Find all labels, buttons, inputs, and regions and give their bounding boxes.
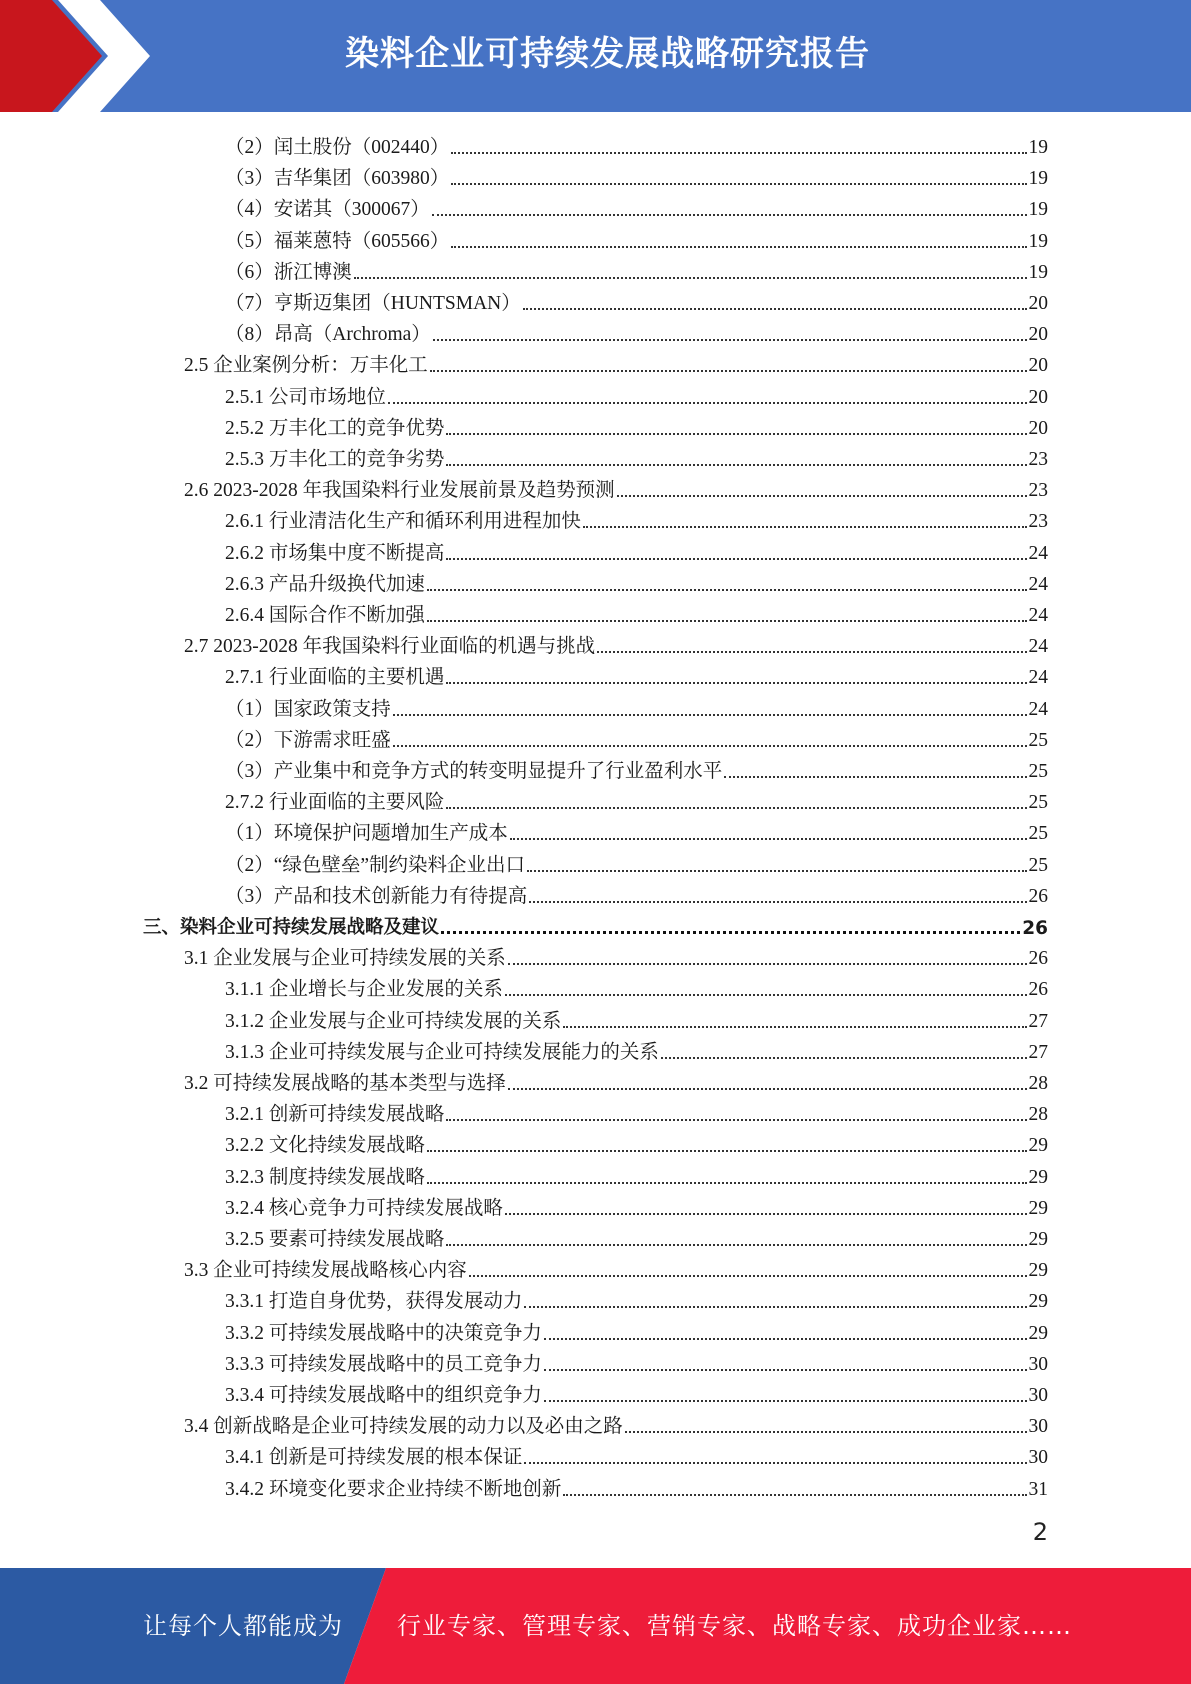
toc-entry[interactable] xyxy=(225,128,1048,159)
toc-entry-label: 3.2.2 文化持续发展战略 xyxy=(225,1135,425,1157)
toc-entry-label: （8）昂高（Archroma） xyxy=(225,324,431,346)
toc-entry[interactable] xyxy=(225,1126,1048,1157)
toc-entry[interactable] xyxy=(225,658,1048,689)
toc-dot-leader xyxy=(388,402,1027,404)
toc-entry-page: 29 xyxy=(1028,1197,1048,1219)
toc-entry-page: 20 xyxy=(1028,355,1048,377)
toc-entry-label: 3.4 创新战略是企业可持续发展的动力以及必由之路 xyxy=(184,1416,623,1438)
toc-entry-page: 20 xyxy=(1028,417,1048,439)
toc-entry[interactable] xyxy=(225,1189,1048,1220)
toc-entry[interactable] xyxy=(225,783,1048,814)
toc-dot-leader xyxy=(508,1088,1027,1090)
toc-entry[interactable] xyxy=(225,1158,1048,1189)
toc-dot-leader xyxy=(446,464,1026,466)
toc-entry-label: 2.5.3 万丰化工的竞争劣势 xyxy=(225,449,445,470)
toc-entry-page: 30 xyxy=(1028,1353,1048,1375)
toc-dot-leader xyxy=(508,963,1027,965)
toc-entry[interactable] xyxy=(225,378,1048,409)
toc-entry[interactable] xyxy=(225,1282,1048,1313)
toc-entry-label: （3）吉华集团（603980） xyxy=(225,168,450,190)
toc-entry[interactable] xyxy=(225,1438,1048,1469)
toc-entry-page: 30 xyxy=(1028,1447,1048,1469)
toc-entry-page: 19 xyxy=(1028,230,1048,252)
toc-entry-label: （1）国家政策支持 xyxy=(225,698,391,720)
toc-dot-leader xyxy=(446,433,1026,435)
toc-entry-label: （1）环境保护问题增加生产成本 xyxy=(225,823,508,845)
toc-entry-page: 25 xyxy=(1028,854,1048,876)
toc-entry-label: 2.6.1 行业清洁化生产和循环利用进程加快 xyxy=(225,511,581,533)
toc-dot-leader xyxy=(469,1275,1027,1277)
toc-entry[interactable] xyxy=(225,1470,1048,1501)
toc-entry-label: 3.2.5 要素可持续发展战略 xyxy=(225,1229,445,1250)
header-title: 染料企业可持续发展战略研究报告 xyxy=(345,34,870,74)
toc-dot-leader xyxy=(583,526,1027,528)
toc-dot-leader xyxy=(446,682,1026,684)
toc-entry[interactable] xyxy=(225,877,1048,908)
toc-entry-label: 2.6.3 产品升级换代加速 xyxy=(225,573,425,595)
toc-entry-label: 3.1.3 企业可持续发展与企业可持续发展能力的关系 xyxy=(225,1041,659,1063)
toc-entry-label: （7）亨斯迈集团（HUNTSMAN） xyxy=(225,293,521,314)
toc-entry-page: 29 xyxy=(1028,1291,1048,1313)
toc-dot-leader xyxy=(427,1182,1027,1184)
toc-entry-label: （4）安诺其（300067） xyxy=(225,199,430,221)
toc-entry-page: 20 xyxy=(1028,386,1048,408)
toc-dot-leader xyxy=(451,152,1026,154)
toc-entry[interactable] xyxy=(184,346,1048,377)
toc-dot-leader xyxy=(527,870,1026,872)
toc-entry[interactable] xyxy=(225,690,1048,721)
toc-entry[interactable] xyxy=(225,970,1048,1001)
toc-entry-page: 25 xyxy=(1028,823,1048,845)
toc-entry-page: 19 xyxy=(1028,261,1048,283)
toc-dot-leader xyxy=(446,807,1026,809)
toc-entry-label: 三、染料企业可持续发展战略及建议 xyxy=(143,917,440,938)
toc-entry-page: 27 xyxy=(1028,1010,1048,1032)
toc-entry-page: 31 xyxy=(1028,1478,1048,1500)
toc-dot-leader xyxy=(563,1494,1026,1496)
toc-entry-label: 3.3.3 可持续发展战略中的员工竞争力 xyxy=(225,1353,542,1375)
toc-entry-label: 2.7.2 行业面临的主要风险 xyxy=(225,792,445,814)
toc-entry[interactable] xyxy=(225,596,1048,627)
toc-entry-label: 2.7 2023-2028 年我国染料行业面临的机遇与挑战 xyxy=(184,636,596,658)
toc-entry[interactable] xyxy=(225,1220,1048,1251)
toc-entry-label: 2.7.1 行业面临的主要机遇 xyxy=(225,667,445,689)
toc-entry-page: 29 xyxy=(1028,1260,1048,1282)
toc-entry[interactable] xyxy=(225,534,1048,565)
toc-entry[interactable] xyxy=(225,190,1048,221)
toc-entry[interactable] xyxy=(225,222,1048,253)
toc-entry-page: 28 xyxy=(1028,1073,1048,1094)
toc-dot-leader xyxy=(393,714,1027,716)
toc-entry-page: 19 xyxy=(1028,137,1048,158)
toc-entry-page: 19 xyxy=(1028,199,1048,221)
toc-dot-leader xyxy=(427,620,1027,622)
toc-entry-page: 23 xyxy=(1028,480,1048,502)
toc-entry-label: 3.3.1 打造自身优势，获得发展动力 xyxy=(225,1291,523,1313)
toc-dot-leader xyxy=(354,277,1027,279)
toc-entry-label: 3.2 可持续发展战略的基本类型与选择 xyxy=(184,1073,506,1094)
toc-entry-label: （2）闰土股份（002440） xyxy=(225,137,450,158)
toc-entry[interactable] xyxy=(225,409,1048,440)
toc-entry[interactable] xyxy=(225,1002,1048,1033)
toc-entry[interactable] xyxy=(225,721,1048,752)
toc-dot-leader xyxy=(563,1026,1026,1028)
toc-entry-page: 19 xyxy=(1028,168,1048,190)
toc-entry-label: 2.5.1 公司市场地位 xyxy=(225,386,386,408)
toc-entry[interactable] xyxy=(225,1376,1048,1407)
toc-entry-page: 26 xyxy=(1028,979,1048,1001)
toc-entry[interactable] xyxy=(225,315,1048,346)
toc-entry[interactable] xyxy=(225,1095,1048,1126)
toc-entry-label: 2.5.2 万丰化工的竞争优势 xyxy=(225,417,445,439)
toc-entry-page: 20 xyxy=(1028,324,1048,346)
toc-entry[interactable] xyxy=(225,502,1048,533)
toc-entry-label: 2.6 2023-2028 年我国染料行业发展前景及趋势预测 xyxy=(184,480,615,502)
toc-entry-page: 30 xyxy=(1028,1385,1048,1406)
toc-entry-page: 29 xyxy=(1028,1322,1048,1344)
toc-entry-label: 3.2.3 制度持续发展战略 xyxy=(225,1166,425,1188)
toc-dot-leader xyxy=(441,931,1020,934)
toc-dot-leader xyxy=(451,246,1026,248)
toc-entry-page: 29 xyxy=(1028,1135,1048,1157)
toc-entry[interactable] xyxy=(225,1033,1048,1064)
toc-entry-page: 28 xyxy=(1028,1104,1048,1126)
toc-dot-leader xyxy=(505,994,1027,996)
toc-entry-page: 24 xyxy=(1028,573,1048,595)
footer-slogan-right: 行业专家、管理专家、营销专家、战略专家、成功企业家…… xyxy=(397,1612,1072,1640)
toc-entry-label: 2.5 企业案例分析：万丰化工 xyxy=(184,355,428,377)
toc-entry-label: 2.6.2 市场集中度不断提高 xyxy=(225,542,445,564)
toc-dot-leader xyxy=(524,1462,1026,1464)
toc-entry-page: 25 xyxy=(1028,792,1048,814)
toc-entry-label: （3）产品和技术创新能力有待提高 xyxy=(225,885,528,907)
toc-entry[interactable] xyxy=(225,565,1048,596)
toc-dot-leader xyxy=(661,1057,1027,1059)
toc-dot-leader xyxy=(544,1338,1027,1340)
toc-entry[interactable] xyxy=(184,627,1048,658)
toc-dot-leader xyxy=(524,1306,1026,1308)
toc-entry-page: 20 xyxy=(1028,293,1048,314)
toc-entry-page: 29 xyxy=(1028,1229,1048,1250)
toc-entry-page: 30 xyxy=(1028,1416,1048,1438)
toc-entry[interactable] xyxy=(184,939,1048,970)
toc-entry-label: （6）浙江博澳 xyxy=(225,261,352,283)
toc-dot-leader xyxy=(432,214,1027,216)
toc-entry[interactable] xyxy=(225,284,1048,315)
toc-entry[interactable] xyxy=(225,159,1048,190)
toc-dot-leader xyxy=(529,901,1026,903)
toc-entry[interactable] xyxy=(225,752,1048,783)
toc-entry-page: 25 xyxy=(1028,761,1048,782)
toc-entry[interactable] xyxy=(143,908,1048,939)
toc-entry[interactable] xyxy=(225,846,1048,877)
toc-dot-leader xyxy=(544,1400,1027,1402)
toc-entry[interactable] xyxy=(225,1345,1048,1376)
toc-dot-leader xyxy=(505,1213,1027,1215)
toc-dot-leader xyxy=(451,183,1026,185)
toc-entry-label: 3.4.1 创新是可持续发展的根本保证 xyxy=(225,1447,523,1469)
toc-dot-leader xyxy=(523,308,1027,310)
toc-entry-label: 3.3.2 可持续发展战略中的决策竞争力 xyxy=(225,1322,542,1344)
toc-entry-page: 23 xyxy=(1028,511,1048,533)
toc-dot-leader xyxy=(446,1119,1026,1121)
toc-entry-page: 24 xyxy=(1028,636,1048,658)
toc-entry-label: 3.1 企业发展与企业可持续发展的关系 xyxy=(184,948,506,970)
toc-entry-label: 2.6.4 国际合作不断加强 xyxy=(225,605,425,626)
toc-entry[interactable] xyxy=(184,1407,1048,1438)
toc-dot-leader xyxy=(510,838,1027,840)
toc-entry[interactable] xyxy=(225,253,1048,284)
toc-dot-leader xyxy=(430,370,1027,372)
toc-dot-leader xyxy=(625,1431,1027,1433)
toc-entry[interactable] xyxy=(184,1064,1048,1095)
page-header xyxy=(0,0,1191,112)
toc-entry-page: 26 xyxy=(1028,948,1048,970)
toc-dot-leader xyxy=(724,776,1026,778)
toc-entry[interactable] xyxy=(225,440,1048,471)
toc-entry-page: 23 xyxy=(1028,449,1048,470)
toc-dot-leader xyxy=(433,339,1027,341)
toc-entry-label: 3.3.4 可持续发展战略中的组织竞争力 xyxy=(225,1385,542,1406)
toc-entry[interactable] xyxy=(225,814,1048,845)
toc-entry-label: 3.3 企业可持续发展战略核心内容 xyxy=(184,1260,467,1282)
toc-entry-page: 24 xyxy=(1028,698,1048,720)
toc-dot-leader xyxy=(617,495,1027,497)
toc-entry-page: 26 xyxy=(1028,885,1048,907)
toc-entry-page: 24 xyxy=(1028,542,1048,564)
toc-entry-label: （2）“绿色壁垒”制约染料企业出口 xyxy=(225,854,526,876)
toc-dot-leader xyxy=(446,1244,1026,1246)
toc-dot-leader xyxy=(544,1369,1027,1371)
toc-dot-leader xyxy=(427,589,1027,591)
toc-entry-page: 29 xyxy=(1028,1166,1048,1188)
toc-entry-page: 24 xyxy=(1028,667,1048,689)
toc-entry-page: 25 xyxy=(1028,729,1048,751)
toc-entry[interactable] xyxy=(184,1251,1048,1282)
toc-entry-label: （2）下游需求旺盛 xyxy=(225,729,391,751)
toc-entry-label: （5）福莱蒽特（605566） xyxy=(225,230,450,252)
page-footer xyxy=(0,1568,1191,1684)
toc-entry-label: （3）产业集中和竞争方式的转变明显提升了行业盈利水平 xyxy=(225,761,723,782)
footer-slogan-left: 让每个人都能成为 xyxy=(143,1612,343,1640)
toc-entry-label: 3.4.2 环境变化要求企业持续不断地创新 xyxy=(225,1478,562,1500)
toc-entry-page: 24 xyxy=(1028,605,1048,626)
toc-dot-leader xyxy=(427,1150,1027,1152)
toc-dot-leader xyxy=(597,651,1026,653)
toc-entry-label: 3.1.2 企业发展与企业可持续发展的关系 xyxy=(225,1010,562,1032)
toc-entry[interactable] xyxy=(225,1314,1048,1345)
page-number: 2 xyxy=(1032,1518,1048,1546)
toc-entry[interactable] xyxy=(184,471,1048,502)
toc-entry-label: 3.2.1 创新可持续发展战略 xyxy=(225,1104,445,1126)
toc-dot-leader xyxy=(393,745,1027,747)
toc-entry-page: 27 xyxy=(1028,1041,1048,1063)
toc-entry-label: 3.2.4 核心竞争力可持续发展战略 xyxy=(225,1197,503,1219)
toc-entry-label: 3.1.1 企业增长与企业发展的关系 xyxy=(225,979,503,1001)
toc-dot-leader xyxy=(446,558,1026,560)
toc-entry-page: 26 xyxy=(1022,918,1048,939)
